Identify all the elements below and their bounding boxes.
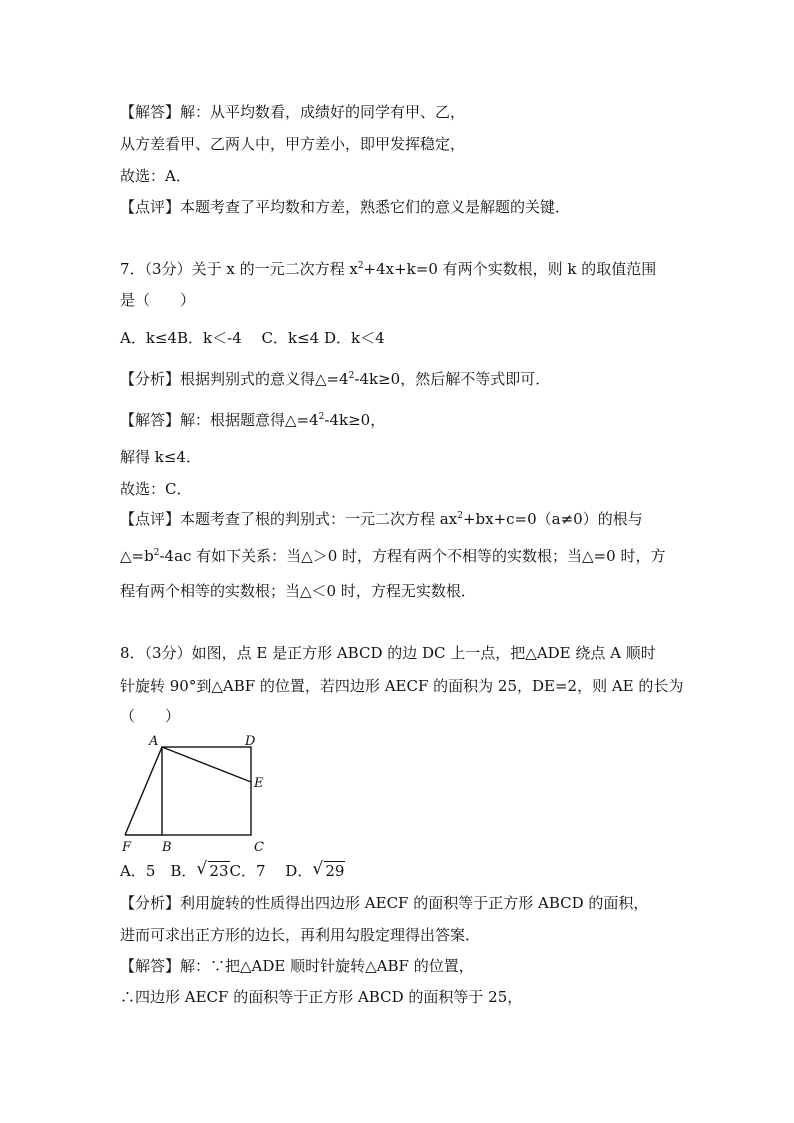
q8-analysis xyxy=(120,893,648,913)
q7-analysis-sup: 2 xyxy=(348,371,355,381)
q7-analysis-b: -4k≥0，然后解不等式即可． xyxy=(354,370,551,388)
q8-stem-line-2: 针旋转 90°到△ABF 的位置，若四边形 AECF 的面积为 25，DE=2，则 AE 的长为 xyxy=(120,677,684,695)
analysis-tag: 【分析】 xyxy=(120,370,181,388)
analysis-tag: 【分析】 xyxy=(120,894,181,912)
q8-option-a: A．5 B． xyxy=(120,862,197,880)
q7-stem-part-b: +4x+k=0 有两个实数根，则 k 的取值范围 xyxy=(363,260,657,278)
sqrt-symbol: √ 23 xyxy=(196,859,229,880)
label-e: E xyxy=(254,776,264,791)
q8-option-d-radicand: 29 xyxy=(325,862,345,880)
label-c: C xyxy=(254,840,264,855)
q8-option-b-radicand: 23 xyxy=(209,862,229,880)
comment-tag: 【点评】 xyxy=(120,198,181,216)
q8-option-c: C．7 D． xyxy=(229,862,313,880)
q7-comment-b: +bx+c=0（a≠0）的根与 xyxy=(462,510,643,528)
solution-tag: 【解答】 xyxy=(120,957,181,975)
q7-stem-line-2: 是（ ） xyxy=(120,291,196,309)
q7-solution-line-2: 解得 k≤4． xyxy=(120,448,201,466)
square-abcd xyxy=(162,747,251,835)
q7-stem-line-1 xyxy=(120,259,656,279)
q8-stem-line-1: 8．（3分）如图，点 E 是正方形 ABCD 的边 DC 上一点，把△ADE 绕点 A 顺时 xyxy=(120,644,656,662)
q8-options xyxy=(120,861,345,881)
answer-tag: 【解答】 xyxy=(120,103,181,121)
q7-comment-a: 本题考查了根的判别式：一元二次方程 ax xyxy=(180,510,458,528)
answer-line xyxy=(120,102,465,122)
answer-line-2: 从方差看甲、乙两人中，甲方差小，即甲发挥稳定， xyxy=(120,135,466,153)
q7-analysis xyxy=(120,369,550,389)
comment-line xyxy=(120,197,570,217)
q7-comment2-b: -4ac 有如下关系：当△＞0 时，方程有两个不相等的实数根；当△=0 时，方 xyxy=(159,547,666,565)
answer-text: 解：从平均数看，成绩好的同学有甲、乙， xyxy=(180,103,466,121)
q7-stem-part-a: 7．（3分）关于 x 的一元二次方程 x xyxy=(120,260,358,278)
q7-analysis-a: 根据判别式的意义得△=4 xyxy=(180,370,349,388)
q8-solution-line-2: ∴四边形 AECF 的面积等于正方形 ABCD 的面积等于 25， xyxy=(120,988,523,1006)
q7-solution-b: -4k≥0， xyxy=(324,411,386,429)
segment-af xyxy=(125,747,162,835)
q7-solution-sup: 2 xyxy=(318,412,325,422)
q8-stem-line-3: （ ） xyxy=(120,707,181,725)
q7-solution-a: 解：根据题意得△=4 xyxy=(180,411,319,429)
q7-stem-sup: 2 xyxy=(357,261,364,271)
q7-comment2-sup: 2 xyxy=(153,548,160,558)
q7-comment xyxy=(120,509,643,529)
q8-analysis-line-2: 进而可求出正方形的边长，再利用勾股定理得出答案． xyxy=(120,926,481,944)
q7-comment-sup: 2 xyxy=(457,511,463,521)
q8-solution xyxy=(120,956,474,976)
choice-line: 故选：A． xyxy=(120,167,191,185)
segment-ae xyxy=(162,747,251,782)
q7-options: A．k≤4B．k＜-4 C．k≤4 D．k＜4 xyxy=(120,329,385,347)
q7-comment-line-3: 程有两个相等的实数根；当△＜0 时，方程无实数根． xyxy=(120,582,476,600)
label-d: D xyxy=(245,734,256,749)
label-a: A xyxy=(149,734,159,749)
label-b: B xyxy=(162,840,172,855)
q8-analysis-text: 利用旋转的性质得出四边形 AECF 的面积等于正方形 ABCD 的面积， xyxy=(180,894,649,912)
q7-comment-line-2 xyxy=(120,546,665,566)
comment-tag: 【点评】 xyxy=(120,510,181,528)
q7-choice: 故选：C． xyxy=(120,480,192,498)
label-f: F xyxy=(122,840,132,855)
comment-text: 本题考查了平均数和方差，熟悉它们的意义是解题的关键． xyxy=(180,198,571,216)
sqrt-symbol: √ 29 xyxy=(312,859,345,880)
square-rotation-figure xyxy=(118,730,278,855)
solution-tag: 【解答】 xyxy=(120,411,181,429)
q8-solution-text: 解：∵把△ADE 顺时针旋转△ABF 的位置， xyxy=(180,957,474,975)
q7-comment2-a: △=b xyxy=(120,547,154,565)
q7-solution xyxy=(120,410,385,430)
